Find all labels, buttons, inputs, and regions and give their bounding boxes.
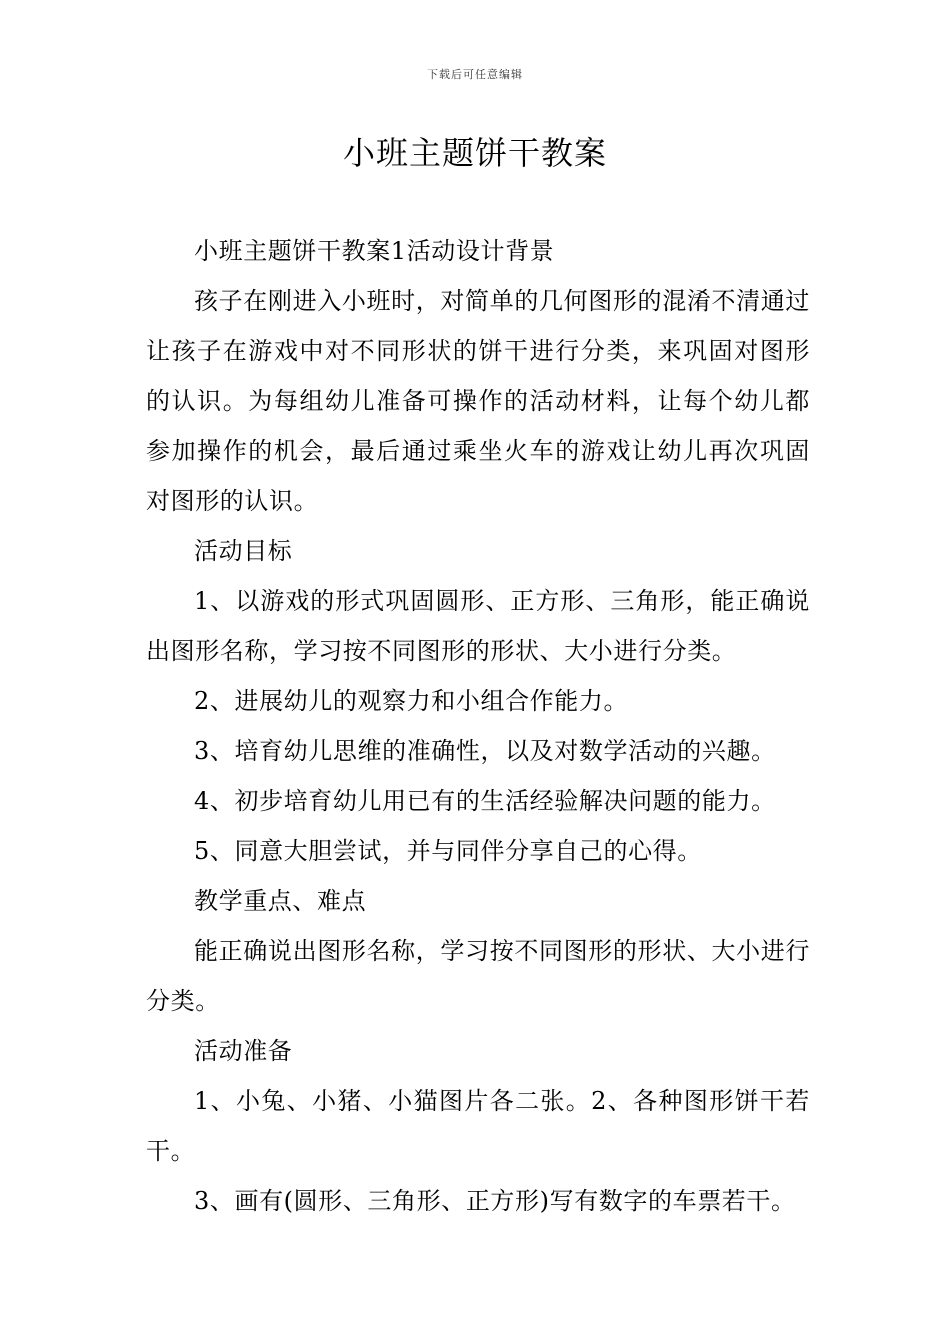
section-heading-goals: 活动目标 [194, 537, 293, 565]
goal-item-3: 3、培育幼儿思维的准确性，以及对数学活动的兴趣。 [194, 737, 776, 765]
goal-item-5: 5、同意大胆尝试，并与同伴分享自己的心得。 [194, 837, 702, 865]
paragraph-background: 孩子在刚进入小班时，对简单的几何图形的混淆不清通过让孩子在游戏中对不同形状的饼干进行分类，来巩固对图形的认识。为每组幼儿准备可操作的活动材料，让每个幼儿都参加操作的机会，最后通过乘坐火车的游戏让幼儿再次巩固对图形的认识。 [146, 287, 810, 515]
section-heading-key-points: 教学重点、难点 [194, 887, 367, 915]
preparation-item-3: 3、画有(圆形、三角形、正方形)写有数字的车票若干。 [194, 1187, 796, 1215]
preparation-item-1-2: 1、小兔、小猪、小猫图片各二张。2、各种图形饼干若干。 [146, 1087, 810, 1165]
goal-item-4: 4、初步培育幼儿用已有的生活经验解决问题的能力。 [194, 787, 776, 815]
goal-item-1: 1、以游戏的形式巩固圆形、正方形、三角形，能正确说出图形名称，学习按不同图形的形状、大小进行分类。 [146, 587, 810, 665]
section-heading-preparation: 活动准备 [194, 1037, 293, 1065]
goal-item-2: 2、进展幼儿的观察力和小组合作能力。 [194, 687, 629, 715]
header-note: 下载后可任意编辑 [427, 68, 523, 81]
section-heading-background: 小班主题饼干教案1活动设计背景 [194, 237, 555, 265]
document-title: 小班主题饼干教案 [342, 134, 607, 172]
document-body [146, 226, 810, 1226]
paragraph-key-points: 能正确说出图形名称，学习按不同图形的形状、大小进行分类。 [146, 937, 810, 1015]
